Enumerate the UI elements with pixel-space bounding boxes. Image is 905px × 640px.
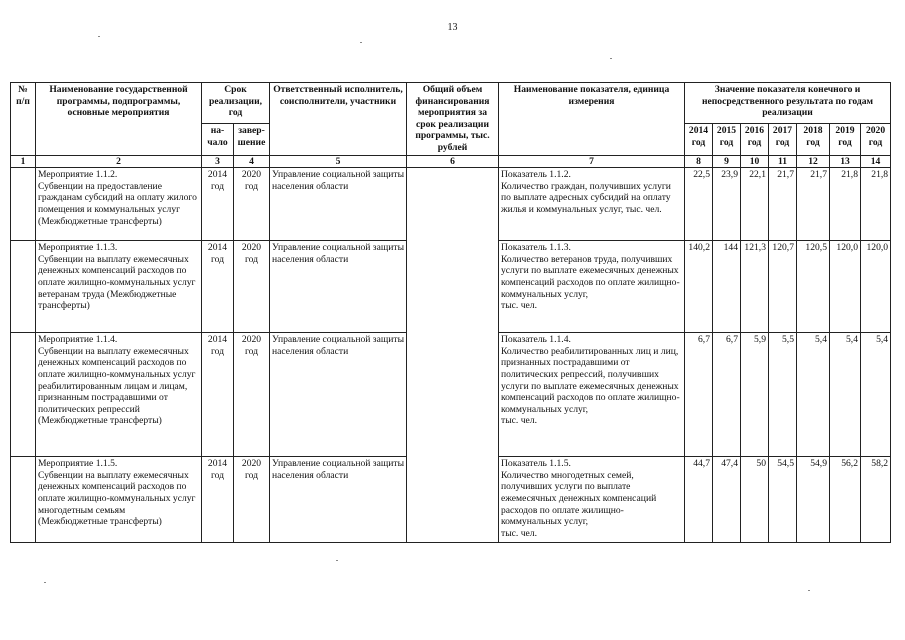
row-value: 120,5	[797, 241, 830, 333]
row-value: 6,7	[713, 333, 741, 457]
row-num	[11, 241, 36, 333]
row-end-year: 2020 год	[234, 457, 270, 543]
row-value: 5,4	[830, 333, 861, 457]
column-number: 10	[741, 155, 769, 168]
row-value: 121,3	[741, 241, 769, 333]
program-table	[10, 82, 891, 543]
row-value: 5,4	[797, 333, 830, 457]
header-year: 2017 год	[769, 124, 797, 156]
column-number: 1	[11, 155, 36, 168]
header-term-start: на- чало	[202, 124, 234, 156]
row-value: 21,7	[797, 168, 830, 241]
row-value: 6,7	[685, 333, 713, 457]
row-value: 144	[713, 241, 741, 333]
row-responsible: Управление социальной защиты населения области	[270, 168, 407, 241]
column-number-row	[11, 155, 891, 168]
row-measure-name: Мероприятие 1.1.2. Субвенции на предоставление гражданам субсидий на оплату жилого помещения и коммунальных услуг (Межбюджетные трансферты)	[36, 168, 202, 241]
column-number: 7	[499, 155, 685, 168]
header-year: 2015 год	[713, 124, 741, 156]
column-number: 2	[36, 155, 202, 168]
row-value: 5,4	[861, 333, 891, 457]
header-indicator: Наименование показателя, единица измерения	[499, 83, 685, 156]
header-financing: Общий объем финансирования мероприятия за срок реализации программы, тыс. рублей	[407, 83, 499, 156]
column-number: 14	[861, 155, 891, 168]
column-number: 3	[202, 155, 234, 168]
scan-speck	[610, 58, 612, 59]
row-num	[11, 168, 36, 241]
row-value: 56,2	[830, 457, 861, 543]
header-responsible: Ответственный исполнитель, соисполнители, участники	[270, 83, 407, 156]
column-number: 4	[234, 155, 270, 168]
row-value: 50	[741, 457, 769, 543]
header-year: 2016 год	[741, 124, 769, 156]
row-value: 54,9	[797, 457, 830, 543]
column-number: 12	[797, 155, 830, 168]
row-value: 58,2	[861, 457, 891, 543]
header-name: Наименование государственной программы, подпрограммы, основные мероприятия	[36, 83, 202, 156]
row-measure-name: Мероприятие 1.1.4. Субвенции на выплату ежемесячных денежных компенсаций расходов по оплате жилищно-коммунальных услуг реабилитированным лицам и лицам, признанным пострадавшими от политических репрессий (Межбюджетные трансферты)	[36, 333, 202, 457]
row-end-year: 2020 год	[234, 241, 270, 333]
row-value: 140,2	[685, 241, 713, 333]
row-num	[11, 333, 36, 457]
row-value: 21,7	[769, 168, 797, 241]
column-number: 13	[830, 155, 861, 168]
column-number: 9	[713, 155, 741, 168]
row-value: 5,9	[741, 333, 769, 457]
row-value: 5,5	[769, 333, 797, 457]
header-values: Значение показателя конечного и непосредственного результата по годам реализации	[685, 83, 891, 124]
header-year: 2014 год	[685, 124, 713, 156]
row-start-year: 2014 год	[202, 168, 234, 241]
scan-speck	[360, 42, 362, 43]
row-num	[11, 457, 36, 543]
table-header	[11, 83, 891, 156]
header-year: 2018 год	[797, 124, 830, 156]
row-value: 21,8	[830, 168, 861, 241]
row-responsible: Управление социальной защиты населения области	[270, 333, 407, 457]
column-number: 5	[270, 155, 407, 168]
scan-speck	[336, 560, 338, 561]
row-value: 44,7	[685, 457, 713, 543]
row-value: 120,0	[861, 241, 891, 333]
page-number: 13	[447, 22, 458, 33]
column-number: 6	[407, 155, 499, 168]
row-value: 21,8	[861, 168, 891, 241]
header-term: Срок реализации, год	[202, 83, 270, 124]
header-year: 2019 год	[830, 124, 861, 156]
row-value: 120,0	[830, 241, 861, 333]
row-measure-name: Мероприятие 1.1.5. Субвенции на выплату ежемесячных денежных компенсаций расходов по оплате жилищно-коммунальных услуг многодетным семьям (Межбюджетные трансферты)	[36, 457, 202, 543]
column-number: 8	[685, 155, 713, 168]
row-indicator: Показатель 1.1.2. Количество граждан, получивших услуги по выплате адресных субсидий на оплату жилья и коммунальных услуг, тыс. чел.	[499, 168, 685, 241]
row-responsible: Управление социальной защиты населения области	[270, 241, 407, 333]
header-term-end: завер- шение	[234, 124, 270, 156]
table-row	[11, 168, 891, 241]
scan-speck	[808, 590, 810, 591]
row-indicator: Показатель 1.1.5. Количество многодетных семей, получивших услуги по выплате ежемесячных денежных компенсаций расходов по оплате жилищно-коммунальных услуг, тыс. чел.	[499, 457, 685, 543]
row-indicator: Показатель 1.1.3. Количество ветеранов труда, получивших услуги по выплате ежемесячных денежных компенсаций расходов по оплате жилищно-коммунальных услуг, тыс. чел.	[499, 241, 685, 333]
row-responsible: Управление социальной защиты населения области	[270, 457, 407, 543]
header-year: 2020 год	[861, 124, 891, 156]
row-end-year: 2020 год	[234, 168, 270, 241]
row-end-year: 2020 год	[234, 333, 270, 457]
row-start-year: 2014 год	[202, 333, 234, 457]
row-financing	[407, 168, 499, 543]
row-value: 23,9	[713, 168, 741, 241]
row-value: 22,1	[741, 168, 769, 241]
row-value: 54,5	[769, 457, 797, 543]
row-value: 47,4	[713, 457, 741, 543]
scan-speck	[98, 36, 100, 37]
scan-speck	[44, 582, 46, 583]
row-indicator: Показатель 1.1.4. Количество реабилитированных лиц и лиц, признанных пострадавшими от политических репрессий, получивших услуги по выплате ежемесячных денежных компенсаций расходов по оплате жилищно-коммунальных услуг, тыс. чел.	[499, 333, 685, 457]
row-value: 22,5	[685, 168, 713, 241]
row-value: 120,7	[769, 241, 797, 333]
row-start-year: 2014 год	[202, 457, 234, 543]
header-num: № п/п	[11, 83, 36, 156]
row-start-year: 2014 год	[202, 241, 234, 333]
column-number: 11	[769, 155, 797, 168]
row-measure-name: Мероприятие 1.1.3. Субвенции на выплату ежемесячных денежных компенсаций расходов по оплате жилищно-коммунальных услуг ветеранам труда (Межбюджетные трансферты)	[36, 241, 202, 333]
